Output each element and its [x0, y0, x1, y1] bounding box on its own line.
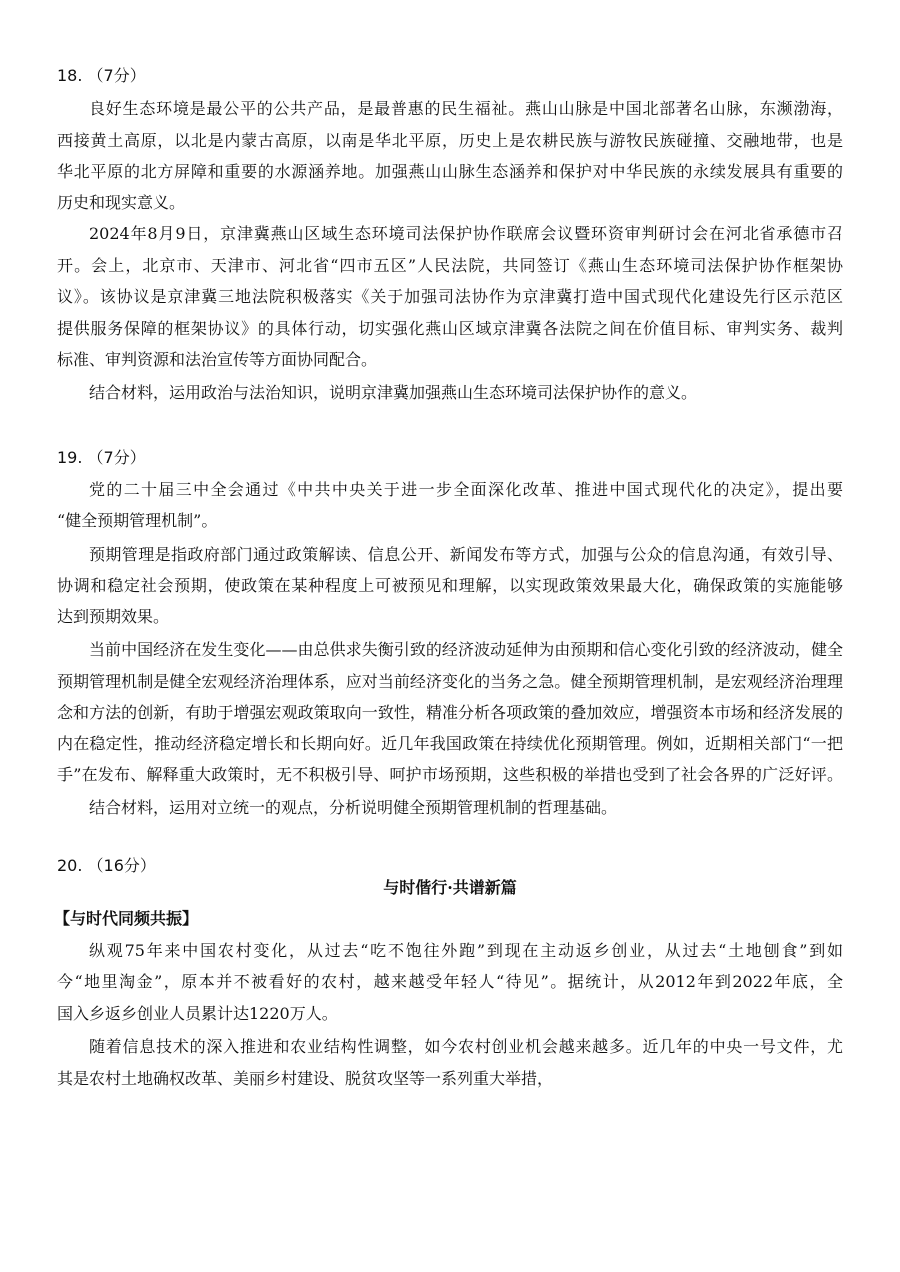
question-20-text-line: 纵观75年来中国农村变化，从过去“吃不饱往外跑”到现在主动返乡创业，从过去“土地刨食”到如: [89, 941, 843, 960]
question-18-text-line: 华北平原的北方屏障和重要的水源涵养地。加强燕山山脉生态涵养和保护对中华民族的永续发展具有重要的: [57, 162, 843, 181]
question-19-header: 19. （7分）: [57, 448, 146, 467]
question-18-text-line: 开。会上，北京市、天津市、河北省“四市五区”人民法院，共同签订《燕山生态环境司法保护协作框架协: [57, 256, 843, 275]
question-18-text-line: 历史和现实意义。: [57, 193, 186, 212]
question-18-text-line: 提供服务保障的框架协议》的具体行动，切实强化燕山区域京津冀各法院之间在价值目标、审判实务、裁判: [57, 319, 843, 338]
question-19-text-line: 预期管理机制是健全宏观经济治理体系，应对当前经济变化的当务之急。健全预期管理机制，是宏观经济治理理: [57, 672, 843, 691]
question-20-text-line: 国入乡返乡创业人员累计达1220万人。: [57, 1004, 338, 1023]
question-19-text-line: “健全预期管理机制”。: [57, 511, 218, 530]
question-18-text-line: 标准、审判资源和法治宣传等方面协同配合。: [57, 350, 378, 369]
question-18-header: 18. （7分）: [57, 66, 146, 85]
question-19-text-line: 内在稳定性，推动经济稳定增长和长期向好。近几年我国政策在持续优化预期管理。例如，近期相关部门“一把: [57, 734, 843, 753]
question-19-text-line: 党的二十届三中全会通过《中共中央关于进一步全面深化改革、推进中国式现代化的决定》，提出要: [89, 480, 843, 499]
question-19-prompt: 结合材料，运用对立统一的观点，分析说明健全预期管理机制的哲理基础。: [89, 798, 618, 817]
question-18-text-line: 议》。该协议是京津冀三地法院积极落实《关于加强司法协作为京津冀打造中国式现代化建设先行区示范区: [57, 287, 843, 306]
question-18-text-line: 西接黄土高原，以北是内蒙古高原，以南是华北平原，历史上是农耕民族与游牧民族碰撞、交融地带，也是: [57, 131, 843, 150]
question-19-text-line: 达到预期效果。: [57, 607, 170, 626]
question-20-text-line: 其是农村土地确权改革、美丽乡村建设、脱贫攻坚等一系列重大举措，: [57, 1069, 554, 1088]
question-20-text-line: 随着信息技术的深入推进和农业结构性调整，如今农村创业机会越来越多。近几年的中央一号文件，尤: [89, 1037, 843, 1056]
question-20-title: 与时偕行·共谱新篇: [383, 878, 517, 897]
question-19-text-line: 预期管理是指政府部门通过政策解读、信息公开、新闻发布等方式，加强与公众的信息沟通，有效引导、: [89, 545, 843, 564]
question-19-text-line: 念和方法的创新，有助于增强宏观政策取向一致性，精准分析各项政策的叠加效应，增强资本市场和经济发展的: [57, 703, 843, 722]
question-18-text-line: 良好生态环境是最公平的公共产品，是最普惠的民生福祉。燕山山脉是中国北部著名山脉，东濒渤海，: [89, 99, 843, 118]
question-19-text-line: 手”在发布、解释重大政策时，无不积极引导、呵护市场预期，这些积极的举措也受到了社会各界的广泛好评。: [57, 765, 843, 784]
question-20-header: 20. （16分）: [57, 856, 156, 875]
question-18-text-line: 2024年8月9日，京津冀燕山区域生态环境司法保护协作联席会议暨环资审判研讨会在河北省承德市召: [89, 224, 843, 243]
question-18-prompt: 结合材料，运用政治与法治知识，说明京津冀加强燕山生态环境司法保护协作的意义。: [89, 383, 698, 402]
question-19-text-line: 当前中国经济在发生变化——由总供求失衡引致的经济波动延伸为由预期和信心变化引致的经济波动，健全: [89, 640, 843, 659]
question-20-text-line: 今“地里淘金”，原本并不被看好的农村，越来越受年轻人“待见”。据统计，从2012年到2022年底，全: [57, 972, 843, 991]
question-20-section-heading: 【与时代同频共振】: [54, 909, 199, 928]
question-19-text-line: 协调和稳定社会预期，使政策在某种程度上可被预见和理解，以实现政策效果最大化，确保政策的实施能够: [57, 576, 843, 595]
